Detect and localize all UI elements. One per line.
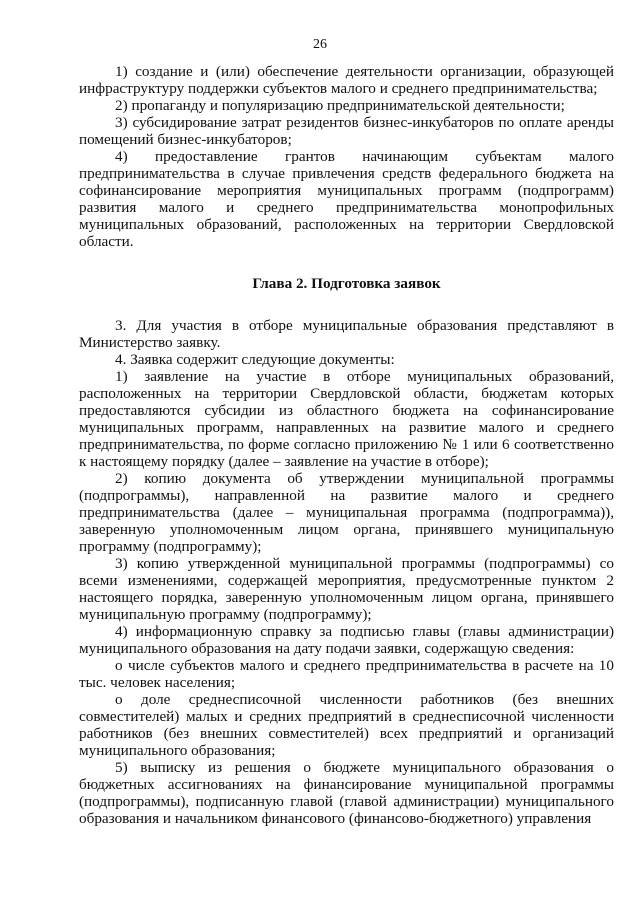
paragraph-item-2-promotion: 2) пропаганду и популяризацию предпринимательской деятельности; [115, 97, 565, 114]
paragraph-doc-2-program-copy: 2) копию документа об утверждении муниципальной программы (подпрограммы), направленной на развитие малого и среднего предпринимательства (далее – муниципальная программа (подпрограмма)), заверенную уполномоченным лицом органа, принявшего муниципальную программу (подпрограмму); [79, 470, 614, 555]
page-number: 26 [313, 37, 327, 52]
paragraph-clause-3: 3. Для участия в отборе муниципальные образования представляют в Министерство заявку. [79, 317, 614, 351]
paragraph-doc-3-approved-program: 3) копию утвержденной муниципальной программы (подпрограммы) со всеми изменениями, содержащей мероприятия, предусмотренные пунктом 2 настоящего порядка, заверенную уполномоченным лицом органа, принявшего муниципальную программу (подпрограмму); [79, 555, 614, 623]
paragraph-info-count: о числе субъектов малого и среднего предпринимательства в расчете на 10 тыс. человек населения; [79, 657, 614, 691]
paragraph-doc-1-application: 1) заявление на участие в отборе муниципальных образований, расположенных на территории Свердловской области, бюджетам которых предоставляются субсидии из областного бюджета на софинансирование муниципальных программ, направленных на развитие малого и среднего предпринимательства, по форме согласно приложению № 1 или 6 соответственно к настоящему порядку (далее – заявление на участие в отборе); [79, 368, 614, 470]
paragraph-clause-4: 4. Заявка содержит следующие документы: [115, 351, 395, 368]
heading-spacer-bottom [79, 292, 614, 317]
paragraph-doc-4-info-note: 4) информационную справку за подписью главы (главы администрации) муниципального образования на дату подачи заявки, содержащую сведения: [79, 623, 614, 657]
paragraph-doc-5-budget-extract: 5) выписку из решения о бюджете муниципального образования о бюджетных ассигнованиях на финансирование муниципальной программы (подпрограммы), подписанную главой (главой администрации) муниципального образования и начальником финансового (финансово-бюджетного) управления [79, 759, 614, 827]
chapter-heading: Глава 2. Подготовка заявок [252, 275, 441, 292]
paragraph-info-share: о доле среднесписочной численности работников (без внешних совместителей) малых и средних предприятий в среднесписочной численности работников (без внешних совместителей) всех предприятий и организаций муниципального образования; [79, 691, 614, 759]
page-body [79, 63, 614, 827]
heading-spacer-top [79, 250, 614, 275]
paragraph-item-3-subsidy: 3) субсидирование затрат резидентов бизнес-инкубаторов по оплате аренды помещений бизнес-инкубаторов; [79, 114, 614, 148]
paragraph-item-1-infrastructure: 1) создание и (или) обеспечение деятельности организации, образующей инфраструктуру поддержки субъектов малого и среднего предпринимательства; [79, 63, 614, 97]
paragraph-item-4-grants: 4) предоставление грантов начинающим субъектам малого предпринимательства в случае привлечения средств федерального бюджета на софинансирование мероприятия муниципальных программ (подпрограмм) развития малого и среднего предпринимательства монопрофильных муниципальных образований, расположенных на территории Свердловской области. [79, 148, 614, 250]
